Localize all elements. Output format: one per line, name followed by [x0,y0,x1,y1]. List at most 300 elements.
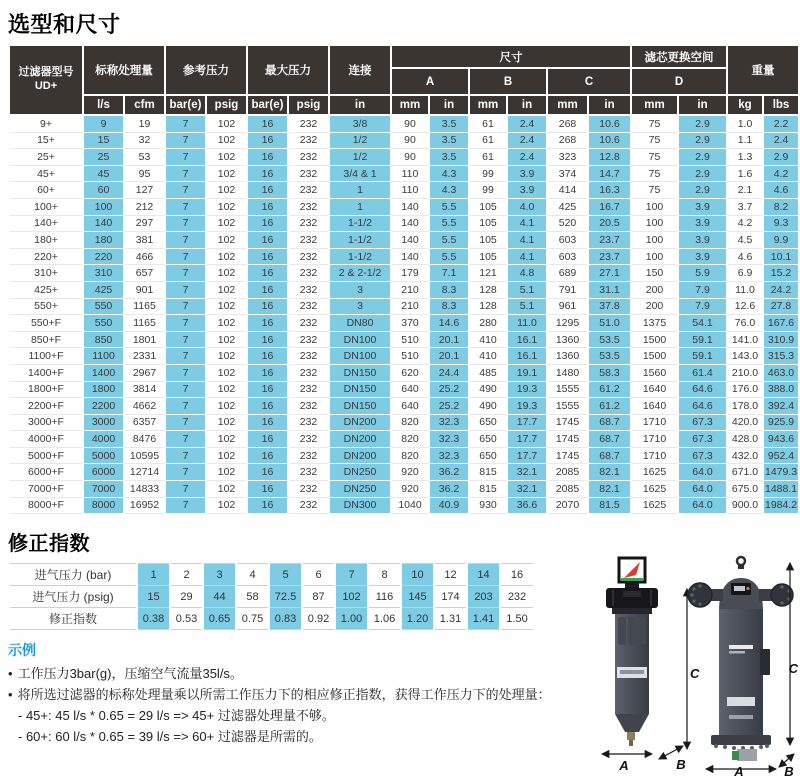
value-cell: 3.5 [430,133,468,150]
value-cell: 16 [248,249,287,266]
value-cell: DN200 [330,415,390,432]
value-cell: 32.3 [430,431,468,448]
value-cell: 2.9 [679,149,726,166]
value-cell: 232 [289,133,328,150]
value-cell: 297 [125,216,164,233]
col-header-max-pressure: 最大压力 [248,46,328,96]
value-cell: 14.6 [430,315,468,332]
value-cell: 4.3 [430,182,468,199]
value-cell: 20.5 [589,216,630,233]
correction-row-label: 进气压力 (psig) [9,586,137,608]
correction-cell: 8 [368,564,401,586]
value-cell: 102 [207,448,246,465]
value-cell: 9.9 [764,232,798,249]
value-cell: 7 [166,382,205,399]
value-cell: 3 [330,282,390,299]
value-cell: 8.3 [430,282,468,299]
value-cell: 102 [207,315,246,332]
value-cell: 4.3 [430,166,468,183]
value-cell: 100 [84,199,123,216]
col-header-dim-a: A [392,69,468,96]
value-cell: 67.3 [679,415,726,432]
value-cell: 16 [248,382,287,399]
model-cell: 7000+F [10,481,82,498]
correction-cell: 0.75 [236,608,269,630]
value-cell: 16.3 [589,182,630,199]
value-cell: 232 [289,415,328,432]
correction-cell: 15 [137,586,170,608]
value-cell: 1640 [632,382,677,399]
value-cell: 1640 [632,398,677,415]
value-cell: 25.2 [430,382,468,399]
value-cell: 3/8 [330,116,390,133]
value-cell: 2200 [84,398,123,415]
col-header-dim-d: D [632,69,726,96]
correction-cell: 3 [203,564,236,586]
bowl-taper [615,714,649,732]
value-cell: 15.2 [764,265,798,282]
unit-header: mm [392,96,428,116]
value-cell: 102 [207,182,246,199]
value-cell: 102 [207,282,246,299]
value-cell: 7 [166,398,205,415]
value-cell: 414 [548,182,587,199]
value-cell: 37.8 [589,299,630,316]
value-cell: 16 [248,481,287,498]
correction-cell: 4 [236,564,269,586]
value-cell: 140 [392,249,428,266]
value-cell: 200 [632,299,677,316]
value-cell: 2.4 [764,133,798,150]
value-cell: 16 [248,116,287,133]
value-cell: 7 [166,149,205,166]
value-cell: 5.5 [430,249,468,266]
value-cell: 232 [289,149,328,166]
value-cell: 102 [207,232,246,249]
table-row [10,116,798,133]
value-cell: 485 [470,365,506,382]
value-cell: 5.1 [508,299,546,316]
value-cell: 1800 [84,382,123,399]
value-cell: 10.6 [589,133,630,150]
value-cell: 121 [470,265,506,282]
value-cell: 3000 [84,415,123,432]
value-cell: 510 [392,332,428,349]
value-cell: 3.9 [508,182,546,199]
value-cell: 232 [289,216,328,233]
value-cell: 650 [470,415,506,432]
value-cell: 4.6 [764,182,798,199]
value-cell: 2.9 [679,182,726,199]
value-cell: 178.0 [728,398,762,415]
value-cell: 5.9 [679,265,726,282]
unit-header: mm [470,96,506,116]
model-cell: 1800+F [10,382,82,399]
value-cell: 7000 [84,481,123,498]
value-cell: 75 [632,166,677,183]
value-cell: 102 [207,481,246,498]
value-cell: 410 [470,332,506,349]
value-cell: 3.9 [679,216,726,233]
correction-cell: 87 [302,586,335,608]
value-cell: 25.2 [430,398,468,415]
value-cell: 1500 [632,332,677,349]
value-cell: 167.6 [764,315,798,332]
product-figures [593,553,798,777]
value-cell: 75 [632,182,677,199]
unit-header: in [589,96,630,116]
value-cell: 6000 [84,464,123,481]
model-cell: 550+F [10,315,82,332]
value-cell: 61.4 [679,365,726,382]
table-row [10,249,798,266]
value-cell: 59.1 [679,332,726,349]
value-cell: 7 [166,448,205,465]
model-cell: 550+ [10,299,82,316]
value-cell: 1625 [632,498,677,515]
value-cell: 7 [166,348,205,365]
value-cell: 102 [207,133,246,150]
value-cell: 7 [166,182,205,199]
correction-cell: 29 [170,586,203,608]
value-cell: 1/2 [330,149,390,166]
table-row [10,448,798,465]
value-cell: 3 [330,299,390,316]
value-cell: 7 [166,216,205,233]
value-cell: 61 [470,133,506,150]
table-row [10,166,798,183]
value-cell: 310.9 [764,332,798,349]
value-cell: 32.3 [430,448,468,465]
value-cell: 102 [207,498,246,515]
correction-cell: 203 [467,586,500,608]
correction-cell: 14 [467,564,500,586]
example-bullet: • 工作压力3bar(g)，压缩空气流量35l/s。 [8,666,243,682]
value-cell: 5.5 [430,232,468,249]
value-cell: 1479.3 [764,464,798,481]
value-cell: 657 [125,265,164,282]
table-row [10,415,798,432]
value-cell: 268 [548,133,587,150]
value-cell: 2085 [548,464,587,481]
value-cell: 2.2 [764,116,798,133]
value-cell: 232 [289,332,328,349]
value-cell: 16 [248,315,287,332]
value-cell: 212 [125,199,164,216]
value-cell: 81.5 [589,498,630,515]
value-cell: 640 [392,398,428,415]
value-cell: 510 [392,348,428,365]
col-header-model [10,46,82,116]
value-cell: 2.1 [728,182,762,199]
model-cell: 5000+F [10,448,82,465]
value-cell: 2.4 [508,133,546,150]
value-cell: DN200 [330,431,390,448]
dim-b-label: B [676,757,686,772]
value-cell: 671.0 [728,464,762,481]
value-cell: 210.0 [728,365,762,382]
value-cell: 232 [289,232,328,249]
correction-title: 修正指数 [8,533,90,556]
value-cell: 1360 [548,332,587,349]
correction-cell: 0.65 [203,608,236,630]
correction-row [9,608,533,630]
value-cell: 1375 [632,315,677,332]
value-cell: 36.2 [430,481,468,498]
value-cell: 100 [632,216,677,233]
table-row [10,365,798,382]
value-cell: 1500 [632,348,677,365]
value-cell: 7.9 [679,299,726,316]
value-cell: 420.0 [728,415,762,432]
value-cell: 232 [289,448,328,465]
value-cell: 140 [84,216,123,233]
value-cell: 232 [289,348,328,365]
value-cell: 16952 [125,498,164,515]
model-cell: 6000+F [10,464,82,481]
value-cell: 323 [548,149,587,166]
value-cell: 1165 [125,299,164,316]
value-cell: 3.7 [728,199,762,216]
value-cell: 1.3 [728,149,762,166]
value-cell: 100 [632,199,677,216]
table-row [10,216,798,233]
value-cell: 68.7 [589,431,630,448]
table-row [10,299,798,316]
value-cell: 232 [289,199,328,216]
value-cell: 16 [248,415,287,432]
side-bracket [760,649,770,675]
value-cell: 102 [207,116,246,133]
value-cell: 102 [207,149,246,166]
dim-a-label: A [619,758,629,773]
brand-text-bar [729,645,753,649]
correction-cell: 1.41 [467,608,500,630]
value-cell: 32.3 [430,415,468,432]
table-row [10,464,798,481]
value-cell: 1040 [392,498,428,515]
col-header-ref-pressure: 参考压力 [166,46,246,96]
value-cell: 4.0 [508,199,546,216]
value-cell: 2.9 [679,166,726,183]
unit-header: in [679,96,726,116]
value-cell: 2070 [548,498,587,515]
model-cell: 850+F [10,332,82,349]
value-cell: 150 [632,265,677,282]
value-cell: 16 [248,282,287,299]
value-cell: 200 [632,282,677,299]
value-cell: 67.3 [679,431,726,448]
correction-cell: 6 [302,564,335,586]
correction-row-label: 修正指数 [9,608,137,630]
value-cell: 99 [470,182,506,199]
value-cell: 7 [166,199,205,216]
value-cell: 53 [125,149,164,166]
value-cell: 1100 [84,348,123,365]
value-cell: 930 [470,498,506,515]
value-cell: 4.1 [508,249,546,266]
value-cell: 463.0 [764,365,798,382]
gauge-scale [621,578,643,581]
value-cell: 2.9 [679,116,726,133]
value-cell: 920 [392,481,428,498]
correction-cell: 0.83 [269,608,302,630]
value-cell: 7 [166,265,205,282]
value-cell: 75 [632,116,677,133]
value-cell: 36.6 [508,498,546,515]
flanged-filter-figure [688,557,798,777]
value-cell: 5.1 [508,282,546,299]
value-cell: 7 [166,249,205,266]
value-cell: 650 [470,431,506,448]
dim-b-label: B [784,764,794,777]
value-cell: 100 [632,249,677,266]
value-cell: 4.1 [508,232,546,249]
value-cell: 100 [632,232,677,249]
value-cell: 176.0 [728,382,762,399]
value-cell: 12.6 [728,299,762,316]
example-sub-line: - 45+: 45 l/s * 0.65 = 29 l/s => 45+ 过滤器处理量不够。 [18,708,335,724]
value-cell: 1 [330,199,390,216]
bottom-flange [711,735,771,745]
value-cell: 1.0 [728,116,762,133]
table-row [10,348,798,365]
value-cell: 232 [289,249,328,266]
model-cell: 60+ [10,182,82,199]
value-cell: 5.5 [430,199,468,216]
correction-cell: 72.5 [269,586,302,608]
value-cell: 392.4 [764,398,798,415]
value-cell: 32.1 [508,464,546,481]
value-cell: 110 [392,182,428,199]
value-cell: 820 [392,415,428,432]
value-cell: 1745 [548,448,587,465]
value-cell: 2 & 2-1/2 [330,265,390,282]
model-cell: 100+ [10,199,82,216]
value-cell: 40.9 [430,498,468,515]
unit-header: mm [632,96,677,116]
value-cell: 603 [548,232,587,249]
value-cell: DN100 [330,348,390,365]
value-cell: 20.1 [430,348,468,365]
value-cell: 1480 [548,365,587,382]
value-cell: 850 [84,332,123,349]
value-cell: 232 [289,182,328,199]
value-cell: 16 [248,166,287,183]
value-cell: 16 [248,431,287,448]
value-cell: 1.6 [728,166,762,183]
value-cell: 1710 [632,448,677,465]
value-cell: 1295 [548,315,587,332]
brand-label [727,697,755,706]
page-title: 选型和尺寸 [8,12,121,37]
model-cell: 1100+F [10,348,82,365]
value-cell: 315.3 [764,348,798,365]
col-header-model-line2: UD+ [34,80,58,92]
value-cell: 9.3 [764,216,798,233]
value-cell: 60 [84,182,123,199]
value-cell: DN300 [330,498,390,515]
correction-cell: 1.50 [500,608,533,630]
value-cell: 7 [166,116,205,133]
model-cell: 8000+F [10,498,82,515]
threaded-filter-figure [602,558,700,773]
value-cell: 23.7 [589,249,630,266]
value-cell: 10.1 [764,249,798,266]
value-cell: 140 [392,199,428,216]
value-cell: 1555 [548,398,587,415]
value-cell: 388.0 [764,382,798,399]
value-cell: 11.0 [508,315,546,332]
value-cell: 140 [392,232,428,249]
value-cell: 64.6 [679,398,726,415]
value-cell: 2331 [125,348,164,365]
value-cell: 64.0 [679,498,726,515]
value-cell: 16 [248,133,287,150]
value-cell: 7 [166,415,205,432]
value-cell: 1745 [548,431,587,448]
value-cell: 490 [470,382,506,399]
value-cell: 64.6 [679,382,726,399]
value-cell: 54.1 [679,315,726,332]
value-cell: 550 [84,315,123,332]
col-header-weight: 重量 [728,46,798,96]
value-cell: 110 [392,166,428,183]
value-cell: 102 [207,299,246,316]
value-cell: 7 [166,332,205,349]
value-cell: 232 [289,365,328,382]
unit-header: bar(e) [248,96,287,116]
value-cell: 381 [125,232,164,249]
value-cell: 141.0 [728,332,762,349]
value-cell: 16 [248,199,287,216]
example-bullet: • 将所选过滤器的标称处理量乘以所需工作压力下的相应修正指数，获得工作压力下的处理量： [8,687,551,703]
value-cell: 16 [248,149,287,166]
value-cell: 232 [289,116,328,133]
value-cell: 16.1 [508,348,546,365]
value-cell: 374 [548,166,587,183]
model-cell: 25+ [10,149,82,166]
col-header-model-line1: 过滤器型号 [18,66,74,79]
correction-table [8,563,533,630]
value-cell: 23.7 [589,232,630,249]
model-cell: 425+ [10,282,82,299]
value-cell: 791 [548,282,587,299]
value-cell: 8.3 [430,299,468,316]
unit-header: psig [207,96,246,116]
value-cell: 280 [470,315,506,332]
value-cell: 7.9 [679,282,726,299]
value-cell: 1 [330,182,390,199]
value-cell: 4.6 [728,249,762,266]
filter-collar [612,608,652,614]
table-row [10,133,798,150]
correction-cell: 0.53 [170,608,203,630]
value-cell: 95 [125,166,164,183]
value-cell: 7 [166,133,205,150]
value-cell: 82.1 [589,464,630,481]
value-cell: 14833 [125,481,164,498]
value-cell: 31.1 [589,282,630,299]
value-cell: 61 [470,149,506,166]
value-cell: 105 [470,216,506,233]
value-cell: 16.7 [589,199,630,216]
value-cell: 8.2 [764,199,798,216]
value-cell: 2967 [125,365,164,382]
value-cell: 32.1 [508,481,546,498]
value-cell: 16 [248,216,287,233]
value-cell: 2.4 [508,116,546,133]
